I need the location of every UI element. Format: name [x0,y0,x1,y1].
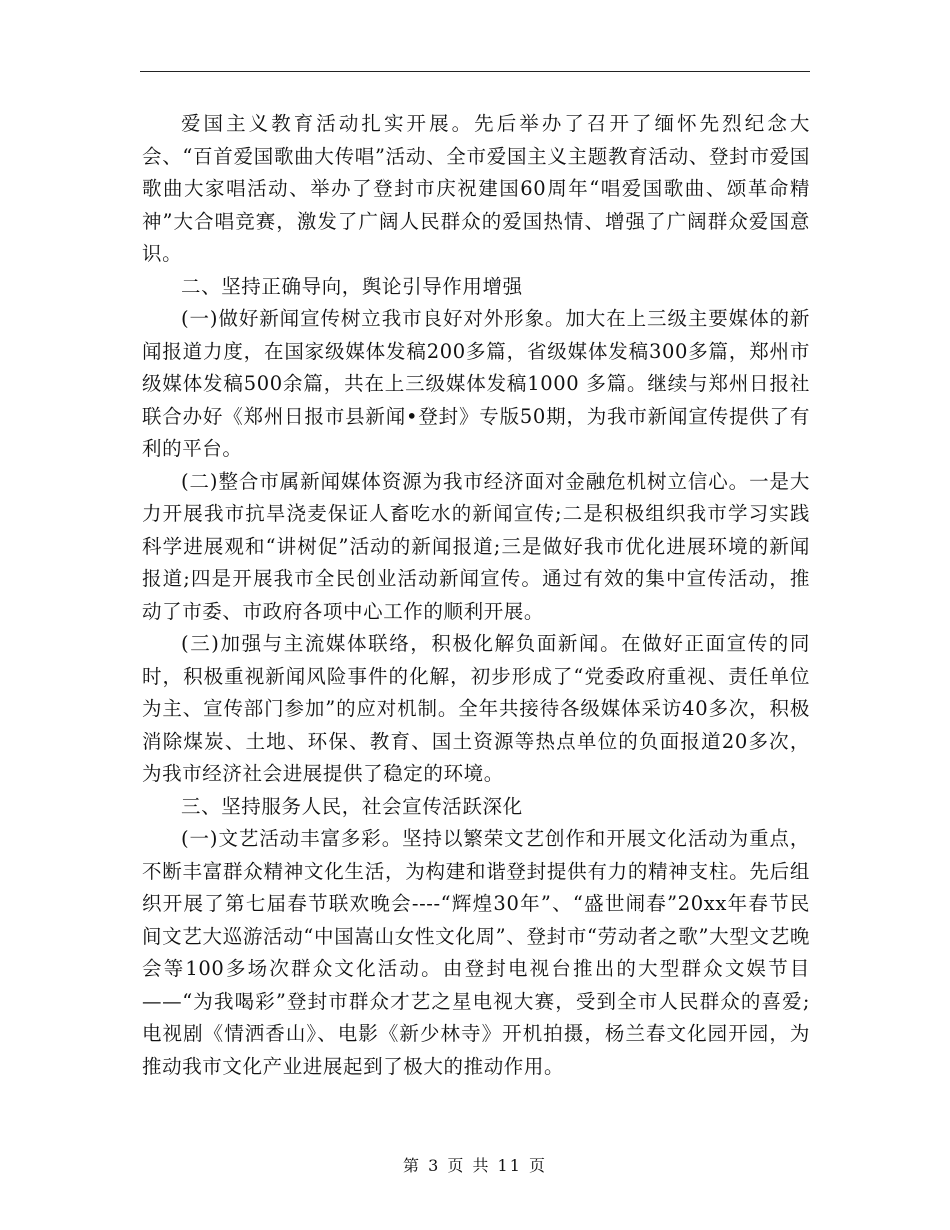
section-heading-3: 三、坚持服务人民，社会宣传活跃深化 [181,794,523,818]
page-number-footer: 第 3 页 共 11 页 [403,1156,547,1175]
section-heading-2: 二、坚持正确导向，舆论引导作用增强 [181,274,523,298]
paragraph-media-resources: (二)整合市属新闻媒体资源为我市经济面对金融危机树立信心。一是大力开展我市抗旱浇麦保证人畜吃水的新闻宣传;二是积极组织我市学习实践科学进展观和“讲树促”活动的新闻报道;三是做好我市优化进展环境的新闻报道;四是开展我市全民创业活动新闻宣传。通过有效的集中宣传活动，推动了市委、市政府各项中心工作的顺利开展。 [142,469,810,623]
header-rule [140,71,810,72]
paragraph-cultural-activities: (一)文艺活动丰富多彩。坚持以繁荣文艺创作和开展文化活动为重点，不断丰富群众精神文化生活，为构建和谐登封提供有力的精神支柱。先后组织开展了第七届春节联欢晚会----“辉煌30年”、“盛世闹春”20xx年春节民间文艺大巡游活动“中国嵩山女性文化周”、登封市“劳动者之歌”大型文艺晚会等100多场次群众文化活动。由登封电视台推出的大型群众文娱节目——“为我喝彩”登封市群众才艺之星电视大赛，受到全市人民群众的喜爱;电视剧《情洒香山》、电影《新少林寺》开机拍摄，杨兰春文化园开园，为推动我市文化产业进展起到了极大的推动作用。 [142,827,810,1078]
paragraph-news-publicity: (一)做好新闻宣传树立我市良好对外形象。加大在上三级主要媒体的新闻报道力度，在国家级媒体发稿200多篇，省级媒体发稿300多篇，郑州市级媒体发稿500余篇，共在上三级媒体发稿1000 多篇。继续与郑州日报社联合办好《郑州日报市县新闻•登封》专版50期，为我市新闻宣传提供了有利的平台。 [142,307,810,460]
paragraph-patriotic-education: 爱国主义教育活动扎实开展。先后举办了召开了缅怀先烈纪念大会、“百首爱国歌曲大传唱”活动、全市爱国主义主题教育活动、登封市爱国歌曲大家唱活动、举办了登封市庆祝建国60周年“唱爱国歌曲、颂革命精神”大合唱竞赛，激发了广阔人民群众的爱国热情、增强了广阔群众爱国意识。 [142,112,810,265]
paragraph-mainstream-media: (三)加强与主流媒体联络，积极化解负面新闻。在做好正面宣传的同时，积极重视新闻风险事件的化解，初步形成了“党委政府重视、责任单位为主、宣传部门参加”的应对机制。全年共接待各级媒体采访40多次，积极消除煤炭、土地、环保、教育、国土资源等热点单位的负面报道20多次，为我市经济社会进展提供了稳定的环境。 [142,632,810,785]
document-body [142,108,810,1083]
